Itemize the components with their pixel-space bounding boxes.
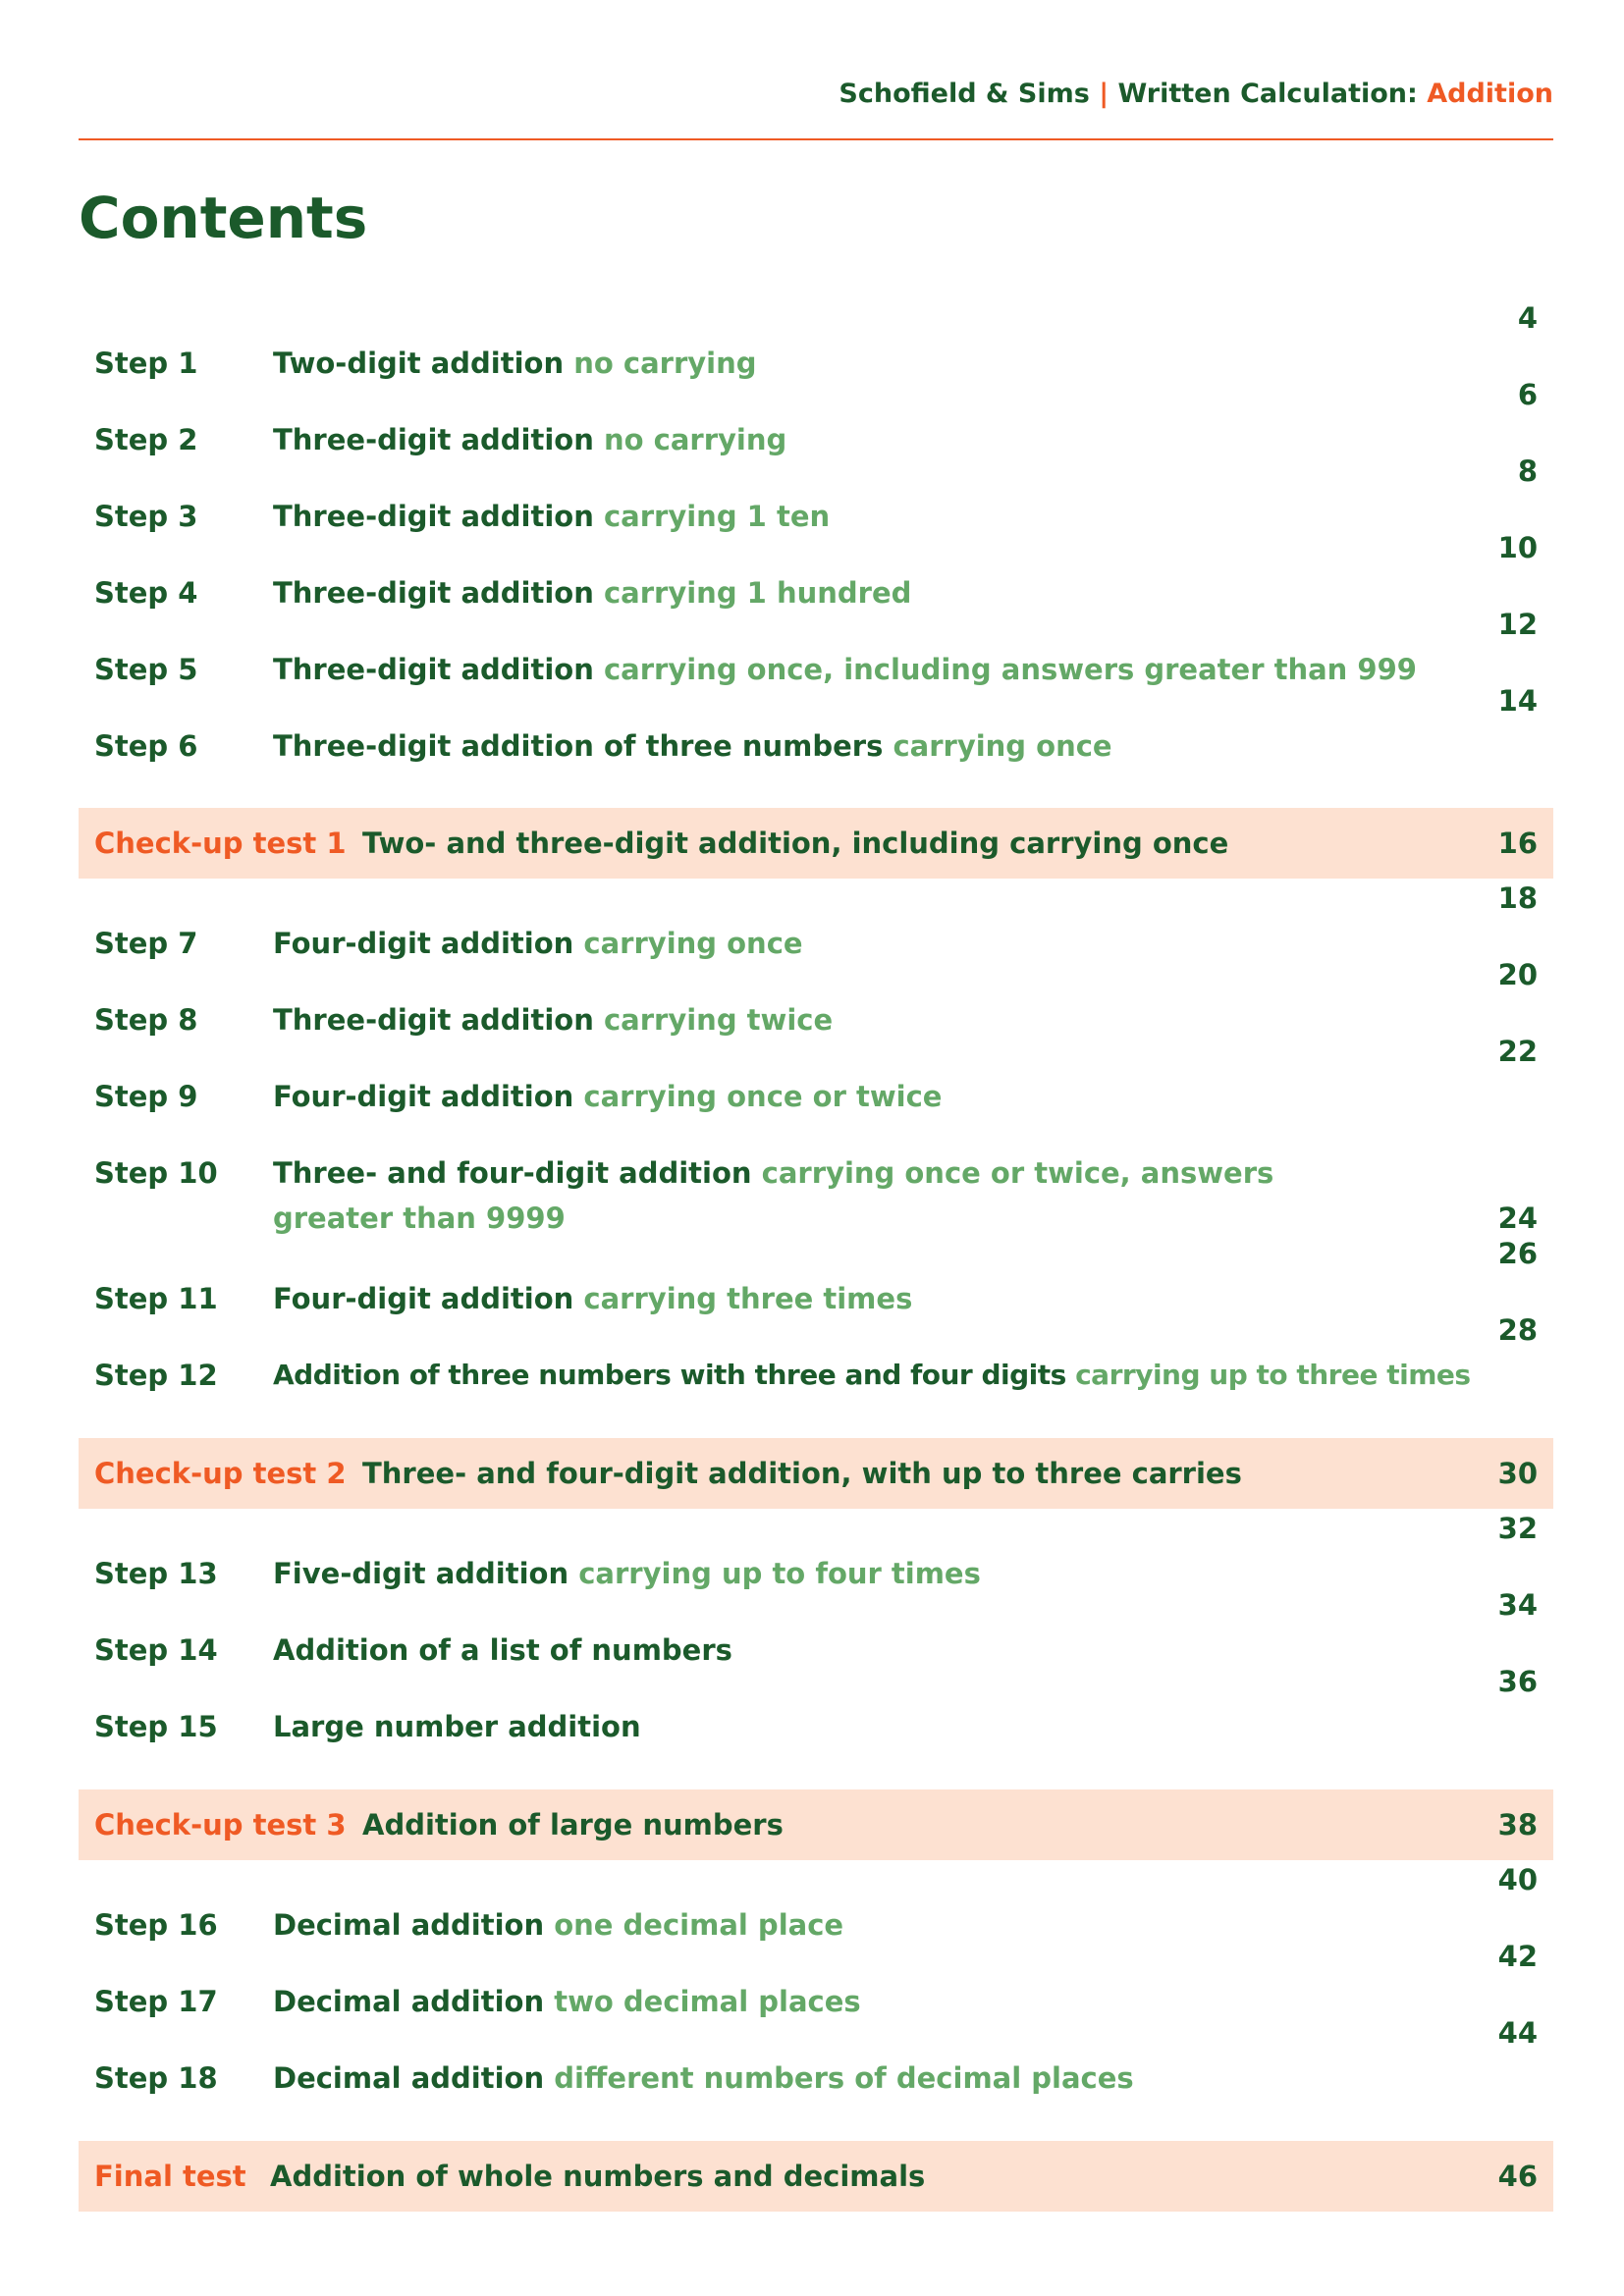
entry-label: Check-up test 2	[94, 1457, 347, 1490]
page-title: Contents	[79, 185, 368, 251]
toc-entry-check-up-test-2[interactable]	[79, 1438, 1553, 1509]
entry-label: Step 1	[94, 347, 198, 380]
entry-label: Step 2	[94, 423, 198, 456]
entry-subtitle: no carrying	[573, 347, 757, 380]
entry-label: Final test	[94, 2160, 246, 2193]
running-header	[839, 79, 1553, 109]
entry-label: Step 4	[94, 576, 198, 610]
entry-label: Step 13	[94, 1557, 218, 1590]
entry-label: Step 9	[94, 1080, 198, 1113]
entry-subtitle: carrying once, including answers greater than 999	[603, 653, 1417, 686]
entry-label: Step 16	[94, 1908, 218, 1942]
toc-entry-check-up-test-1[interactable]	[79, 808, 1553, 879]
entry-subtitle: carrying once	[893, 729, 1112, 763]
header-rule	[79, 138, 1553, 140]
entry-title: Five-digit addition	[273, 1557, 569, 1590]
entry-subtitle: carrying up to three times	[1075, 1359, 1471, 1391]
publisher-name: Schofield & Sims	[839, 79, 1090, 109]
entry-page-number: 42	[1497, 1940, 1538, 1973]
entry-title: Decimal addition	[273, 1908, 545, 1942]
entry-label: Step 18	[94, 2061, 218, 2095]
entry-label: Step 5	[94, 653, 198, 686]
toc-entry-check-up-test-3[interactable]	[79, 1789, 1553, 1860]
entry-label: Check-up test 1	[94, 827, 347, 860]
entry-title: Two-digit addition	[273, 347, 565, 380]
entry-subtitle: carrying once or twice	[583, 1080, 943, 1113]
entry-title: Decimal addition	[273, 2061, 545, 2095]
entry-page-number: 38	[1497, 1808, 1538, 1842]
entry-page-number: 32	[1497, 1512, 1538, 1545]
entry-page-number: 16	[1497, 827, 1538, 860]
entry-page-number: 20	[1497, 958, 1538, 991]
toc-entry-final-test[interactable]	[79, 2141, 1553, 2212]
entry-page-number: 40	[1497, 1863, 1538, 1896]
entry-page-number: 28	[1497, 1313, 1538, 1347]
entry-title: Large number addition	[273, 1710, 641, 1743]
entry-subtitle: no carrying	[603, 423, 787, 456]
entry-label: Step 12	[94, 1359, 218, 1392]
entry-title: Four-digit addition	[273, 1282, 574, 1315]
entry-title: Four-digit addition	[273, 1080, 574, 1113]
subject-name: Addition	[1427, 79, 1553, 109]
entry-label: Step 3	[94, 500, 198, 533]
entry-title: Three-digit addition	[273, 500, 594, 533]
header-separator: |	[1099, 79, 1110, 109]
entry-label: Step 11	[94, 1282, 218, 1315]
entry-page-number: 12	[1497, 608, 1538, 641]
entry-page-number: 14	[1497, 684, 1538, 718]
entry-page-number: 8	[1517, 454, 1538, 488]
entry-subtitle: carrying up to four times	[578, 1557, 981, 1590]
entry-subtitle: carrying 1 hundred	[603, 576, 912, 610]
entry-page-number: 46	[1497, 2160, 1538, 2193]
entry-page-number: 24	[1497, 1201, 1538, 1235]
entry-subtitle: carrying once or twice, answers greater than 9999	[273, 1156, 1274, 1235]
entry-title: Four-digit addition	[273, 927, 574, 960]
entry-page-number: 36	[1497, 1665, 1538, 1698]
entry-subtitle: carrying once	[583, 927, 803, 960]
entry-title: Decimal addition	[273, 1985, 545, 2018]
entry-title: Two- and three-digit addition, including carrying once	[362, 827, 1229, 860]
entry-subtitle: different numbers of decimal places	[554, 2061, 1134, 2095]
entry-page-number: 6	[1517, 378, 1538, 411]
entry-label: Step 14	[94, 1633, 218, 1667]
entry-title: Three-digit addition	[273, 653, 594, 686]
entry-title: Three- and four-digit addition, with up to three carries	[362, 1457, 1242, 1490]
entry-page-number: 34	[1497, 1588, 1538, 1622]
entry-label: Step 6	[94, 729, 198, 763]
entry-subtitle: carrying twice	[603, 1003, 834, 1037]
entry-title: Three-digit addition	[273, 576, 594, 610]
entry-page-number: 18	[1497, 881, 1538, 915]
entry-title: Three- and four-digit addition	[273, 1156, 752, 1190]
entry-title: Three-digit addition	[273, 1003, 594, 1037]
entry-subtitle: carrying three times	[583, 1282, 913, 1315]
entry-title: Addition of three numbers with three and four digits	[273, 1359, 1066, 1391]
entry-title: Three-digit addition of three numbers	[273, 729, 884, 763]
entry-label: Step 7	[94, 927, 198, 960]
entry-page-number: 4	[1517, 301, 1538, 335]
entry-label: Step 10	[94, 1156, 218, 1190]
entry-page-number: 44	[1497, 2016, 1538, 2050]
entry-title: Addition of a list of numbers	[273, 1633, 732, 1667]
entry-subtitle: one decimal place	[554, 1908, 844, 1942]
entry-label: Step 17	[94, 1985, 218, 2018]
series-name: Written Calculation:	[1117, 79, 1418, 109]
entry-page-number: 26	[1497, 1237, 1538, 1270]
entry-label: Check-up test 3	[94, 1808, 347, 1842]
entry-page-number: 30	[1497, 1457, 1538, 1490]
entry-page-number: 22	[1497, 1035, 1538, 1068]
entry-label: Step 8	[94, 1003, 198, 1037]
entry-title: Addition of whole numbers and decimals	[270, 2160, 926, 2193]
entry-subtitle: carrying 1 ten	[603, 500, 831, 533]
entry-title: Addition of large numbers	[362, 1808, 784, 1842]
entry-page-number: 10	[1497, 531, 1538, 564]
entry-label: Step 15	[94, 1710, 218, 1743]
entry-title: Three-digit addition	[273, 423, 594, 456]
entry-subtitle: two decimal places	[554, 1985, 861, 2018]
toc-entry-step-10[interactable]	[79, 1150, 1553, 1241]
